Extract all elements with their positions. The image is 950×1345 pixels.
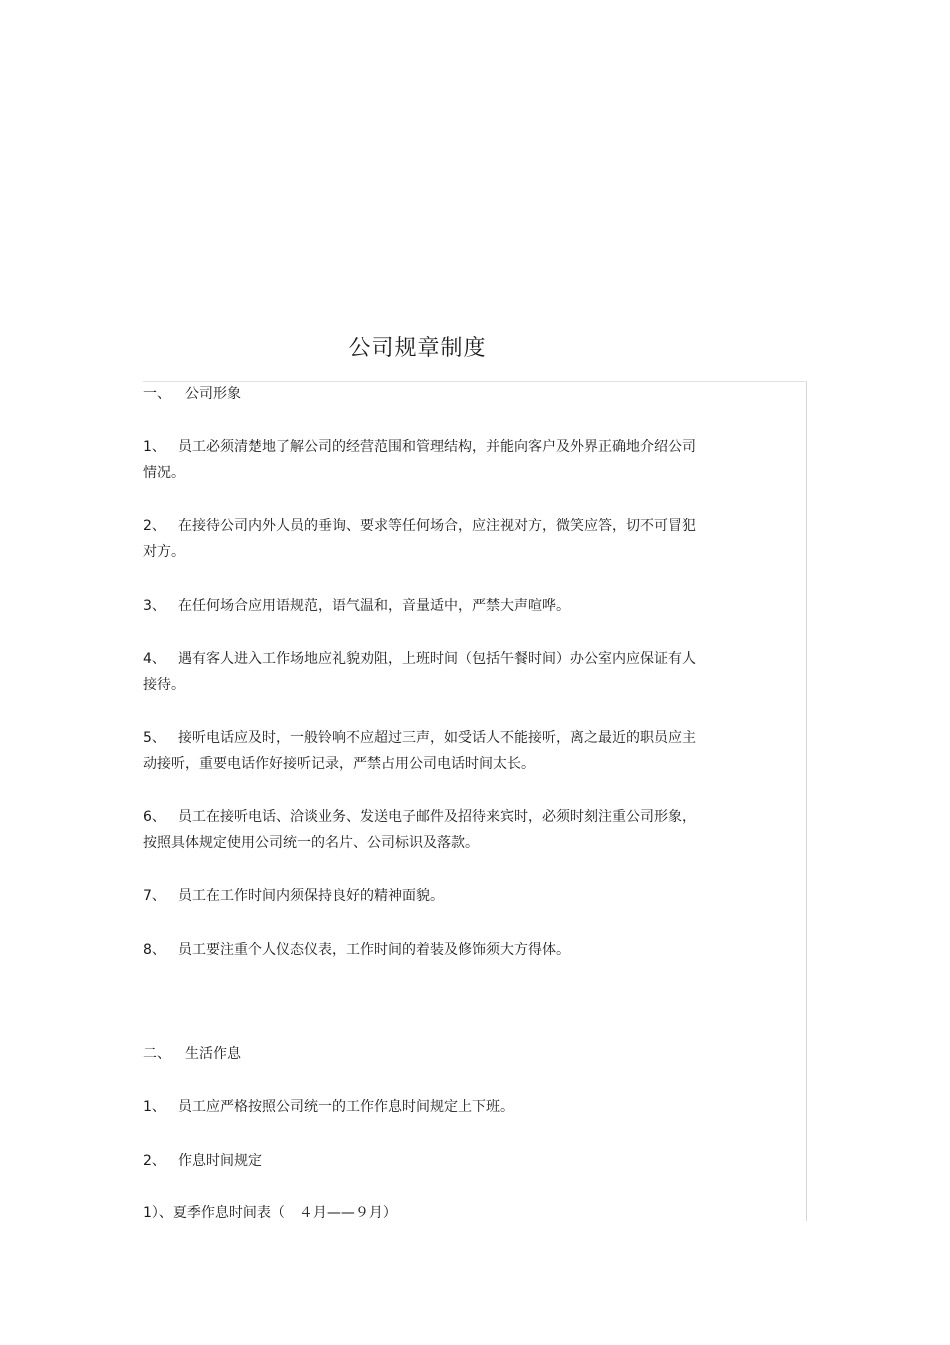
item-number: 4、 xyxy=(143,651,166,667)
item-text: 遇有客人进入工作场地应礼貌劝阻，上班时间（包括午餐时间）办公室内应保证有人 xyxy=(178,651,696,667)
list-item xyxy=(143,1151,262,1171)
list-item xyxy=(143,649,696,669)
list-item xyxy=(143,516,696,536)
item-text: 员工在接听电话、洽谈业务、发送电子邮件及招待来宾时，必须时刻注重公司形象， xyxy=(178,809,696,825)
item-text: 在任何场合应用语规范，语气温和，音量适中，严禁大声喧哗。 xyxy=(178,598,570,614)
section-number: 一、 xyxy=(143,386,171,402)
content-frame xyxy=(143,381,807,1221)
section-number: 二、 xyxy=(143,1046,171,1062)
item-number: 8、 xyxy=(143,942,166,958)
item-text: 员工在工作时间内须保持良好的精神面貌。 xyxy=(178,888,444,904)
list-item xyxy=(143,940,570,960)
section-heading-1 xyxy=(143,384,241,404)
section-title: 生活作息 xyxy=(185,1046,241,1062)
list-item-continuation: 接待。 xyxy=(143,677,185,693)
list-item-continuation: 对方。 xyxy=(143,544,185,560)
sub-list-item xyxy=(143,1203,397,1223)
list-item-continuation: 按照具体规定使用公司统一的名片、公司标识及落款。 xyxy=(143,835,479,851)
item-number: 5、 xyxy=(143,730,166,746)
page-title: 公司规章制度 xyxy=(348,336,487,361)
sub-item-number: 1）、 xyxy=(143,1205,173,1221)
item-text: 员工应严格按照公司统一的工作作息时间规定上下班。 xyxy=(178,1099,514,1115)
list-item xyxy=(143,886,444,906)
item-text: 在接待公司内外人员的垂询、要求等任何场合，应注视对方，微笑应答，切不可冒犯 xyxy=(178,518,696,534)
list-item xyxy=(143,596,570,616)
list-item xyxy=(143,728,696,748)
item-number: 1、 xyxy=(143,439,166,455)
section-heading-2 xyxy=(143,1044,241,1064)
list-item xyxy=(143,437,696,457)
item-number: 7、 xyxy=(143,888,166,904)
item-text: 作息时间规定 xyxy=(178,1153,262,1169)
item-text: 接听电话应及时，一般铃响不应超过三声，如受话人不能接听，离之最近的职员应主 xyxy=(178,730,696,746)
list-item xyxy=(143,807,696,827)
list-item xyxy=(143,1097,514,1117)
sub-item-text: 夏季作息时间表（ ４月——９月） xyxy=(172,1205,397,1221)
item-text: 员工必须清楚地了解公司的经营范围和管理结构，并能向客户及外界正确地介绍公司 xyxy=(178,439,696,455)
item-text: 员工要注重个人仪态仪表，工作时间的着装及修饰须大方得体。 xyxy=(178,942,570,958)
section-title: 公司形象 xyxy=(185,386,241,402)
item-number: 6、 xyxy=(143,809,166,825)
list-item-continuation: 动接听，重要电话作好接听记录，严禁占用公司电话时间太长。 xyxy=(143,756,535,772)
item-number: 3、 xyxy=(143,598,166,614)
item-number: 2、 xyxy=(143,518,166,534)
list-item-continuation: 情况。 xyxy=(143,465,185,481)
item-number: 1、 xyxy=(143,1099,166,1115)
item-number: 2、 xyxy=(143,1153,166,1169)
